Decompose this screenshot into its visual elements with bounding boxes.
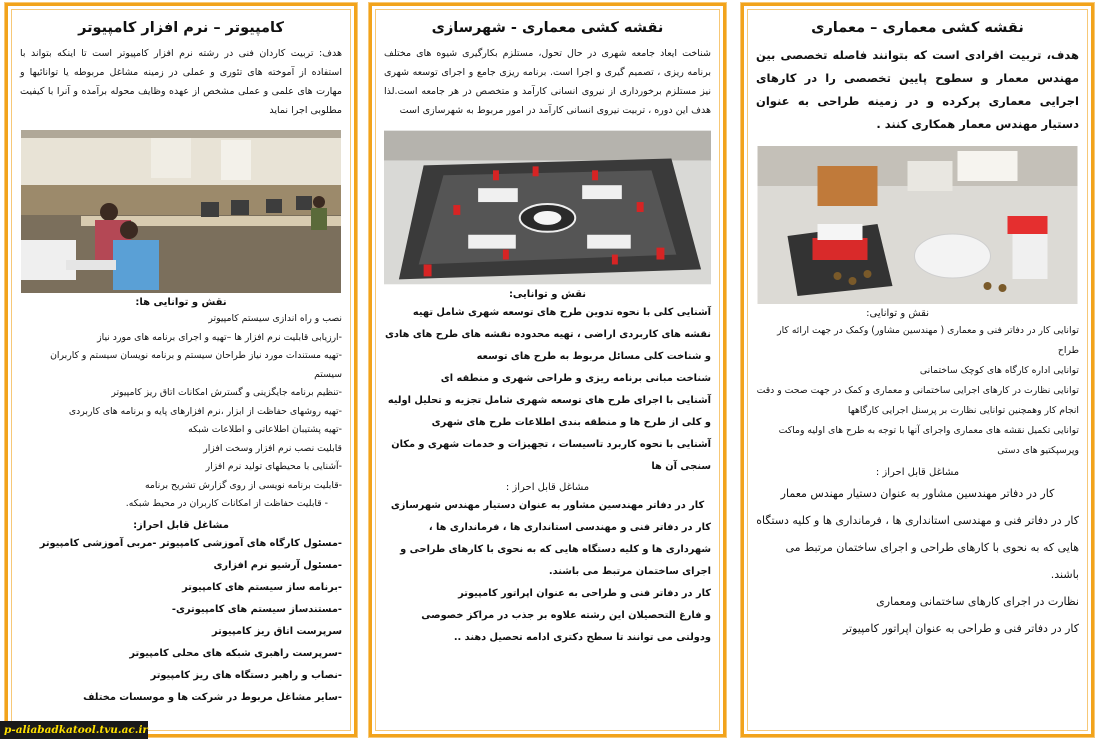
list-item: شناخت مبانی برنامه ریزی و طراحی شهری و منطقه ای xyxy=(440,373,711,384)
panel-title: نقشه کشی معماری - شهرسازی xyxy=(431,20,664,36)
list-item: کار در دفاتر مهندسین مشاور به عنوان دستیار مهندس شهرسازی xyxy=(390,500,705,511)
panel-intro: هدف: تربیت کاردان فنی در رشته نرم افزار کامپیوتر است تا اینکه بتواند با استفاده از آموخته های تئوری و عملی در زمینه مشاغل مربوطه یا توانائیها و مهارت های علمی و عملی مشخص از عهده وظایف محوله برآمده و آنرا با کیفیت مطلوبی اجرا نماید xyxy=(20,48,342,116)
list-item: -قابلیت برنامه نویسی از روی گزارش تشریح برنامه xyxy=(144,479,342,491)
roles-list xyxy=(20,310,342,514)
list-item: -مسئول آرشیو نرم افزاری xyxy=(213,559,342,571)
jobs-heading: مشاغل قابل احراز : xyxy=(505,482,590,493)
list-item: -سایر مشاغل مربوط در شرکت ها و موسسات مختلف xyxy=(83,691,342,703)
jobs-list xyxy=(20,533,342,709)
jobs-heading: مشاغل قابل احراز: xyxy=(133,519,229,531)
list-item: کار در دفاتر فنی و طراحی به عنوان اپراتور کامپیوتر xyxy=(842,622,1079,635)
site-watermark: p-aliabadkatool.tvu.ac.ir xyxy=(0,721,148,739)
list-item: نظارت در اجرای کارهای ساختمانی ومعماری xyxy=(876,595,1079,608)
list-item: -سرپرست راهبری شبکه های محلی کامپیوتر xyxy=(129,647,342,659)
list-item: -ارزیابی قابلیت نرم افزار ها –تهیه و اجرای برنامه های مورد نیاز xyxy=(97,331,342,343)
urban-model-photo xyxy=(384,130,711,285)
panel-computer-software xyxy=(5,3,357,737)
list-item: توانایی تکمیل نقشه های معماری واجرای آنها با توجه به طرح های اولیه وماکت وپرسپکتیو های دستی xyxy=(778,425,1079,456)
list-item: - قابلیت حفاظت از امکانات کاربران در محیط شبکه. xyxy=(125,498,328,509)
list-item: سرپرست اتاق ریز کامپیوتر xyxy=(212,625,342,637)
list-item: -نصاب و راهبر دستگاه های ریز کامپیوتر xyxy=(150,669,342,681)
roles-heading: نقش و توانایی: xyxy=(866,308,929,319)
list-item: -تهیه پشتیبان اطلاعاتی و اطلاعات شبکه xyxy=(188,424,342,435)
panel-intro: شناخت ایعاد جامعه شهری در حال تحول، مستلزم بکارگیری شیوه های مختلف برنامه ریزی ، تصمیم گیری و اجرا است. برنامه ریزی جامع و اجرای توسعه شهری نیز مستلزم برخورداری از نیروی انسانی کارآمد و متخصص در هر جامعه است.لذا هدف این دوره ، تربیت نیروی انسانی کارآمد در امور مربوط به شهرسازی است xyxy=(384,48,711,116)
list-item: -آشنایی با محیطهای تولید نرم افزار xyxy=(205,461,342,472)
list-item: نصب و راه اندازی سیستم کامپیوتر xyxy=(208,313,342,324)
list-item: توانایی اداره کارگاه های کوچک ساختمانی xyxy=(919,365,1079,376)
list-item: -مسئول کارگاه های آموزشی کامپیوتر -مربی آموزشی کامپیوتر xyxy=(39,537,342,549)
list-item: -تنظیم برنامه جایگزینی و گسترش امکانات اتاق ریز کامپیوتر xyxy=(111,387,342,398)
computer-lab-photo xyxy=(20,130,342,293)
panel-architecture xyxy=(741,3,1094,737)
roles-heading: نقش و توانایی ها: xyxy=(135,297,227,308)
panel-urban-planning xyxy=(369,3,726,737)
jobs-list xyxy=(756,480,1079,642)
architecture-model-photo xyxy=(756,146,1079,304)
list-item: کار در دفاتر فنی و طراحی به عنوان اپراتور کامپیوتر xyxy=(458,588,711,599)
list-item: -تهیه مستندات مورد نیاز طراحان سیستم و برنامه نویسان سیستم و کاربران سیستم xyxy=(50,350,342,380)
list-item: توانایی نظارت در کارهای اجرایی ساختمانی و معماری و کمک در جهت صحت و دقت انجام کار وهمچنین توانایی نظارت بر پرسنل اجرایی کارگاهها xyxy=(756,385,1079,416)
panel-title: نقشه کشی معماری – معماری xyxy=(811,20,1024,36)
panel-intro: هدف، تربیت افرادی است که بتوانند فاصله تخصصی بین مهندس معمار و سطوح پایین تخصصی را در کارهای اجرایی معماری پرکرده و در زمینه طراحی به عنوان دستیار مهندس معمار همکاری کنند . xyxy=(756,48,1079,131)
list-item: کار در دفاتر فنی و مهندسی استانداری ها ، فرمانداری ها و کلیه دستگاه هایی که به نحوی با کارهای طراحی و اجرای ساختمان مرتبط می باشند. xyxy=(756,514,1079,581)
panel-title: کامپیوتر – نرم افزار کامپیوتر xyxy=(78,20,284,36)
roles-list xyxy=(384,302,711,478)
roles-list xyxy=(756,321,1079,461)
jobs-list xyxy=(384,495,711,649)
list-item: کار در دفاتر مهندسین مشاور به عنوان دستیار مهندس معمار xyxy=(780,487,1055,500)
list-item: آشنایی کلی با نحوه تدوین طرح های توسعه شهری شامل تهیه نقشه های کاربردی اراضی ، تهیه محدوده نقشه های طرح های هادی و شناخت کلی مسائل مربوط به طرح های توسعه xyxy=(384,307,711,362)
roles-heading: نقش و توانایی: xyxy=(508,289,587,300)
list-item: کار در دفاتر فنی و مهندسی استانداری ها ، فرمانداری ها ، شهرداری ها و کلیه دستگاه هایی که به نحوی با کارهای طراحی و اجرای ساختمان مرتبط می باشند. xyxy=(400,522,711,577)
list-item: -برنامه ساز سیستم های کامپیوتر xyxy=(182,581,342,593)
list-item: -مستندساز سیستم های کامپیوتری- xyxy=(171,603,342,615)
list-item: قابلیت نصب نرم افزار وسخت افزار xyxy=(203,442,342,454)
list-item: آشنایی با اجرای طرح های توسعه شهری شامل تجزیه و تحلیل اولیه و کلی از طرح ها و منطقه بندی اطلاعات طرح های شهری xyxy=(387,395,711,428)
list-item: و فارغ التحصیلان این رشته علاوه بر جذب در مراکز خصوصی ودولتی می توانند تا سطح دکتری ادامه تحصیل دهند .. xyxy=(421,610,711,643)
jobs-heading: مشاغل قابل احراز : xyxy=(875,467,960,478)
list-item: -تهیه روشهای حفاظت از ابزار ،نرم افزارهای پایه و برنامه های کاربردی xyxy=(68,405,342,417)
list-item: آشنایی با نحوه کاربرد تاسیسات ، تجهیزات و خدمات شهری و مکان سنجی آن ها xyxy=(391,439,711,472)
list-item: توانایی کار در دفاتر فنی و معماری ( مهندسین مشاور) وکمک در جهت ارائه کار طراح xyxy=(777,325,1079,356)
